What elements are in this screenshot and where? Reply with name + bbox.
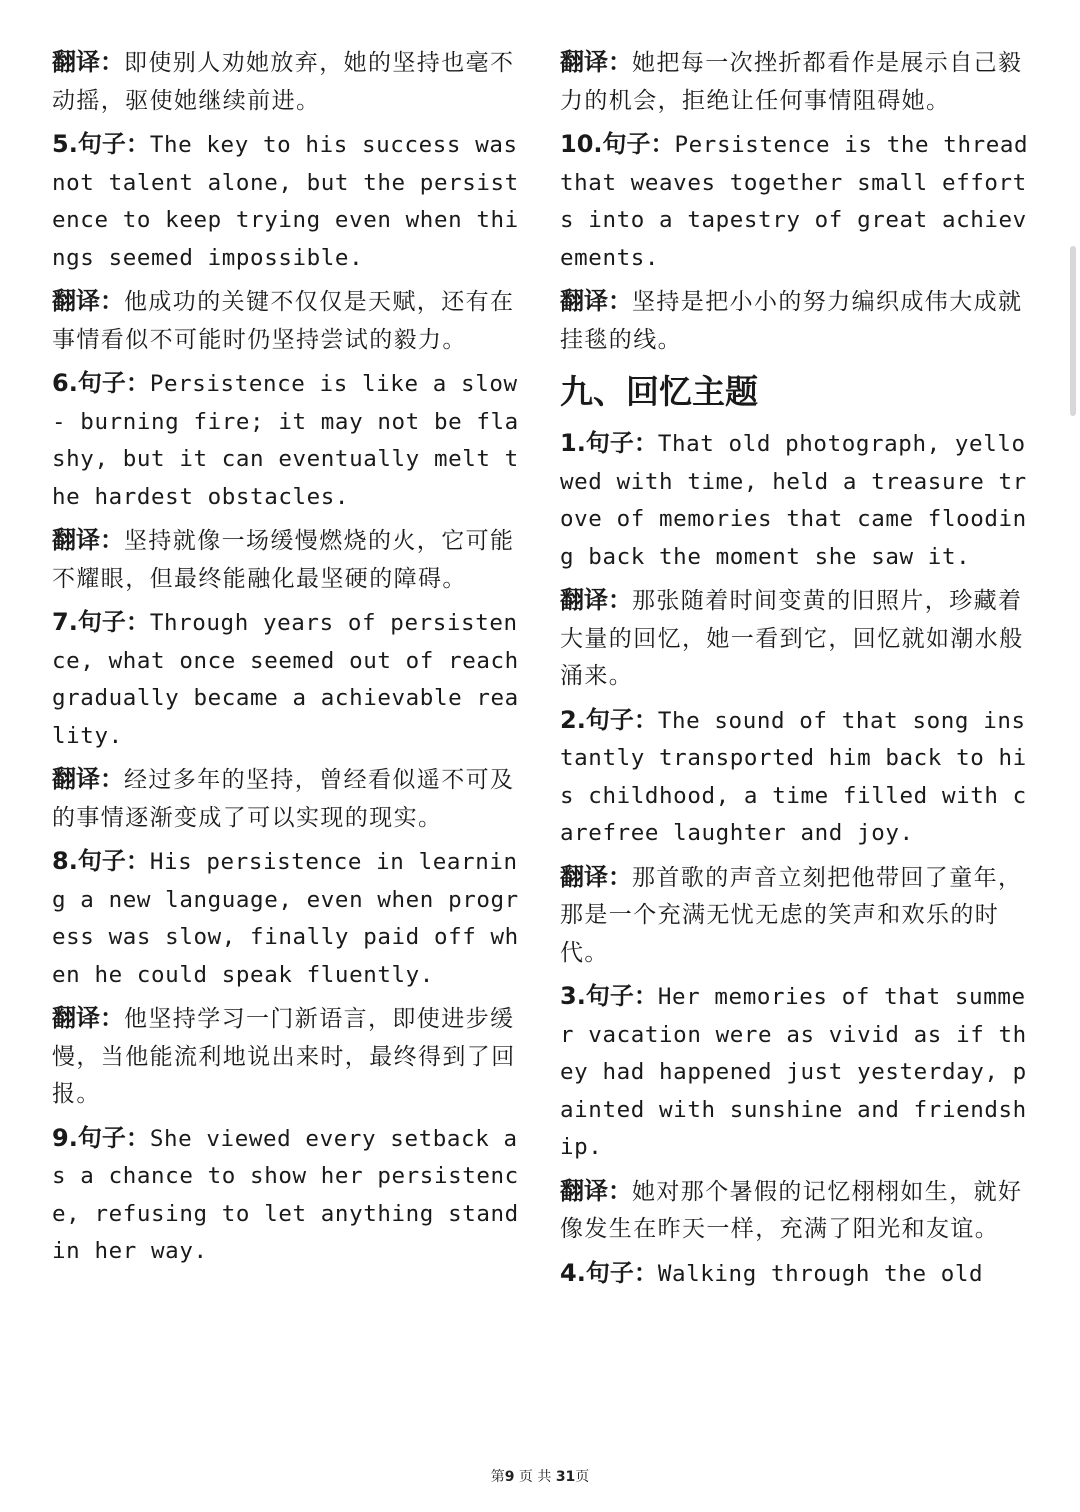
translation-text: 她把每一次挫折都看作是展示自己毅力的机会，拒绝让任何事情阻碍她。 [560,50,1023,114]
translation-label: 翻译： [52,287,124,315]
sentence-text: Her memories of that summer vacation were as vivid as if they had happened just yesterday, painted with sunshine and friendship. [560,984,1027,1160]
section-heading: 九、回忆主题 [560,372,758,411]
sentence-paragraph [560,126,1043,277]
sentence-paragraph [52,1120,533,1271]
translation-label: 翻译： [52,48,124,76]
sentence-text: Walking through the old [657,1260,984,1287]
sentence-text: Through years of persistence, what once seemed out of reach gradually became a achievable reality. [52,610,533,749]
translation-paragraph [52,761,526,837]
right-column [560,44,1043,1299]
translation-label: 翻译： [52,765,124,793]
translation-label: 翻译： [52,1004,124,1032]
sentence-label: 1.句子： [560,429,658,457]
sentence-paragraph [560,425,1034,576]
sentence-paragraph [560,978,1034,1167]
translation-paragraph [560,1173,1034,1249]
translation-text: 经过多年的坚持，曾经看似遥不可及的事情逐渐变成了可以实现的现实。 [52,767,515,831]
sentence-text: She viewed every setback as a chance to show her persistence, refusing to let anything stand in her way. [52,1125,533,1264]
translation-text: 他坚持学习一门新语言，即使进步缓慢，当他能流利地说出来时，最终得到了回报。 [52,1006,516,1107]
sentence-text: The sound of that song instantly transported him back to his childhood, a time filled with carefree laughter and joy. [560,707,1027,846]
translation-label: 翻译： [560,287,632,315]
translation-text: 坚持是把小小的努力编织成伟大成就挂毯的线。 [560,289,1023,353]
sentence-paragraph [560,702,1034,853]
sentence-label: 9.句子： [52,1123,150,1152]
sentence-paragraph [560,1255,1034,1294]
translation-label: 翻译： [52,526,124,554]
translation-label: 翻译： [560,1176,632,1205]
sentence-text: Persistence is like a slow - burning fire; it may not be flashy, but it can eventually melt the hardest obstacles. [52,371,532,510]
sentence-label: 5.句子： [52,130,150,158]
page-footer: 第9 页 共 31页 [490,1469,590,1485]
translation-text: 她对那个暑假的记忆栩栩如生，就好像发生在昨天一样，充满了阳光和友谊。 [560,1178,1023,1242]
translation-label: 翻译： [560,862,632,891]
sentence-paragraph [52,126,532,277]
translation-paragraph [52,283,526,359]
sentence-paragraph [52,843,526,994]
translation-paragraph [52,44,526,120]
sentence-paragraph [52,604,533,755]
left-column [52,44,533,1277]
sentence-text: The key to his success was not talent alone, but the persistence to keep trying even when things seemed impossible. [52,132,532,271]
page-number: 9 [504,1469,515,1485]
sentence-label: 2.句子： [560,705,658,734]
sentence-text: That old photograph, yellowed with time, held a treasure trove of memories that came flooding back the moment she saw it. [560,431,1027,570]
translation-paragraph [52,1000,526,1114]
translation-paragraph [52,522,526,598]
translation-label: 翻译： [560,586,632,614]
sentence-label: 8.句子： [52,847,150,875]
sentence-text: Persistence is the thread that weaves together small efforts into a tapestry of great achievements. [560,132,1043,271]
sentence-text: His persistence in learning a new language, even when progress was slow, finally paid off when he could speak fluently. [52,849,519,988]
scrollbar-thumb[interactable] [1070,246,1076,416]
sentence-label: 3.句子： [560,982,658,1010]
sentence-label: 4.句子： [560,1258,658,1287]
translation-paragraph [560,283,1034,359]
translation-paragraph [560,859,1034,973]
translation-text: 那张随着时间变黄的旧照片，珍藏着大量的回忆，她一看到它，回忆就如潮水般涌来。 [560,588,1024,689]
translation-text: 那首歌的声音立刻把他带回了童年，那是一个充满无忧无虑的笑声和欢乐的时代。 [560,864,1023,966]
translation-text: 即使别人劝她放弃，她的坚持也毫不动摇，驱使她继续前进。 [52,50,515,114]
sentence-label: 6.句子： [52,369,150,397]
translation-text: 坚持就像一场缓慢燃烧的火，它可能不耀眼，但最终能融化最坚硬的障碍。 [52,528,515,592]
sentence-paragraph [52,365,532,516]
translation-text: 他成功的关键不仅仅是天赋，还有在事情看似不可能时仍坚持尝试的毅力。 [52,289,515,353]
translation-paragraph [560,44,1034,120]
total-pages: 31 [555,1469,576,1485]
translation-label: 翻译： [560,48,632,76]
translation-paragraph [560,582,1034,696]
sentence-label: 10.句子： [560,130,675,158]
sentence-label: 7.句子： [52,608,150,636]
